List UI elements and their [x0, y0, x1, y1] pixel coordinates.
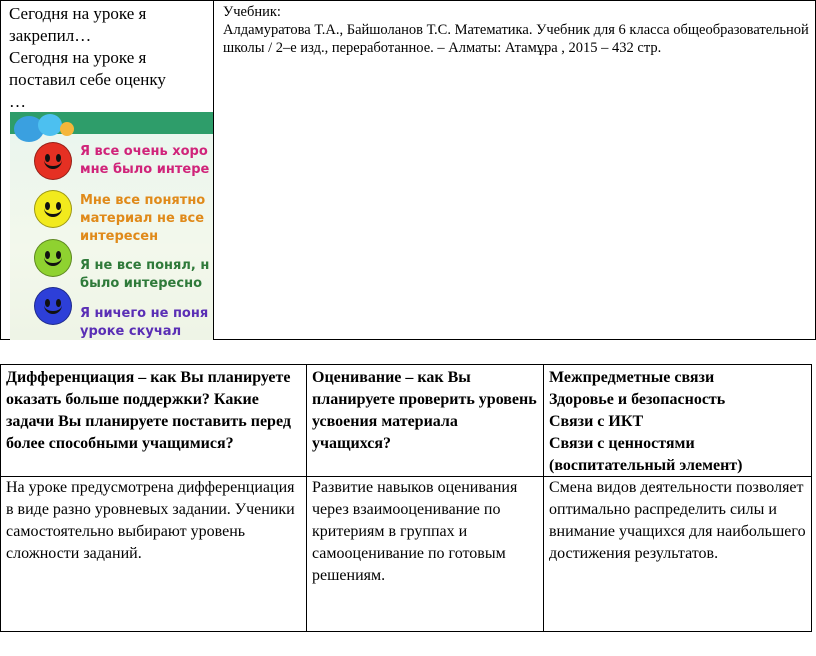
- mood-2-line-2: материал не все: [80, 211, 205, 226]
- mood-text-4: [80, 305, 213, 340]
- left-line-4: поставил себе оценку: [9, 70, 166, 89]
- green-smiley-icon: [34, 239, 72, 277]
- mood-4-line-1: Я ничего не поня: [80, 306, 209, 321]
- puzzle-decoration: [38, 114, 62, 136]
- textbook-title: Учебник:: [223, 4, 281, 20]
- red-smiley-icon: [34, 142, 72, 180]
- mood-text-2: [80, 192, 213, 246]
- left-line-1: Сегодня на уроке я: [9, 4, 147, 23]
- header-assessment: Оценивание – как Вы планируете проверить уровень усвоения материала учащихся?: [312, 369, 537, 452]
- blue-smiley-icon: [34, 287, 72, 325]
- smiley-rating-image: [10, 112, 213, 340]
- left-line-5: …: [9, 92, 26, 111]
- mood-3-line-1: Я не все понял, н: [80, 258, 210, 273]
- left-line-3: Сегодня на уроке я: [9, 48, 147, 67]
- mood-1-line-1: Я все очень хоро: [80, 144, 208, 159]
- textbook-cell: [213, 0, 816, 340]
- mood-2-line-3: интересен: [80, 229, 159, 244]
- mood-2-line-1: Мне все понятно: [80, 193, 206, 208]
- yellow-smiley-icon: [34, 190, 72, 228]
- mood-text-3: [80, 257, 213, 293]
- table-border-right: [811, 364, 812, 632]
- textbook-text: [223, 3, 811, 57]
- header-cross-curricular: Межпредметные связи Здоровье и безопасность Связи с ИКТ Связи с ценностями (воспитательный элемент): [549, 369, 743, 474]
- mood-text-1: [80, 143, 213, 179]
- cell-differentiation: На уроке предусмотрена дифференциация в виде разно уровневых задании. Ученики самостоятельно выбирают уровень сложности заданий.: [6, 479, 295, 562]
- textbook-reference: Алдамуратова Т.А., Байшоланов Т.С. Математика. Учебник для 6 класса общеобразовательной школы / 2–е изд., переработанное. – Алматы: Атамұра , 2015 – 432 стр.: [223, 22, 809, 56]
- table-border-bottom: [0, 631, 812, 632]
- mood-3-line-2: было интересно: [80, 276, 202, 291]
- cell-assessment: Развитие навыков оценивания через взаимооценивание по критериям в группах и самооценивание по готовым решениям.: [312, 479, 518, 584]
- mood-4-line-2: уроке скучал: [80, 324, 182, 339]
- left-cell-text: [9, 3, 209, 113]
- header-differentiation: Дифференциация – как Вы планируете оказать больше поддержки? Какие задачи Вы планируете поставить перед более способными учащимися?: [6, 369, 291, 452]
- puzzle-decoration: [60, 122, 74, 136]
- cell-cross-curricular: Смена видов деятельности позволяет оптимально распределить силы и внимание учащихся для наибольшего достижения результатов.: [549, 479, 806, 562]
- left-line-2: закрепил…: [9, 26, 92, 45]
- mood-1-line-2: мне было интере: [80, 162, 210, 177]
